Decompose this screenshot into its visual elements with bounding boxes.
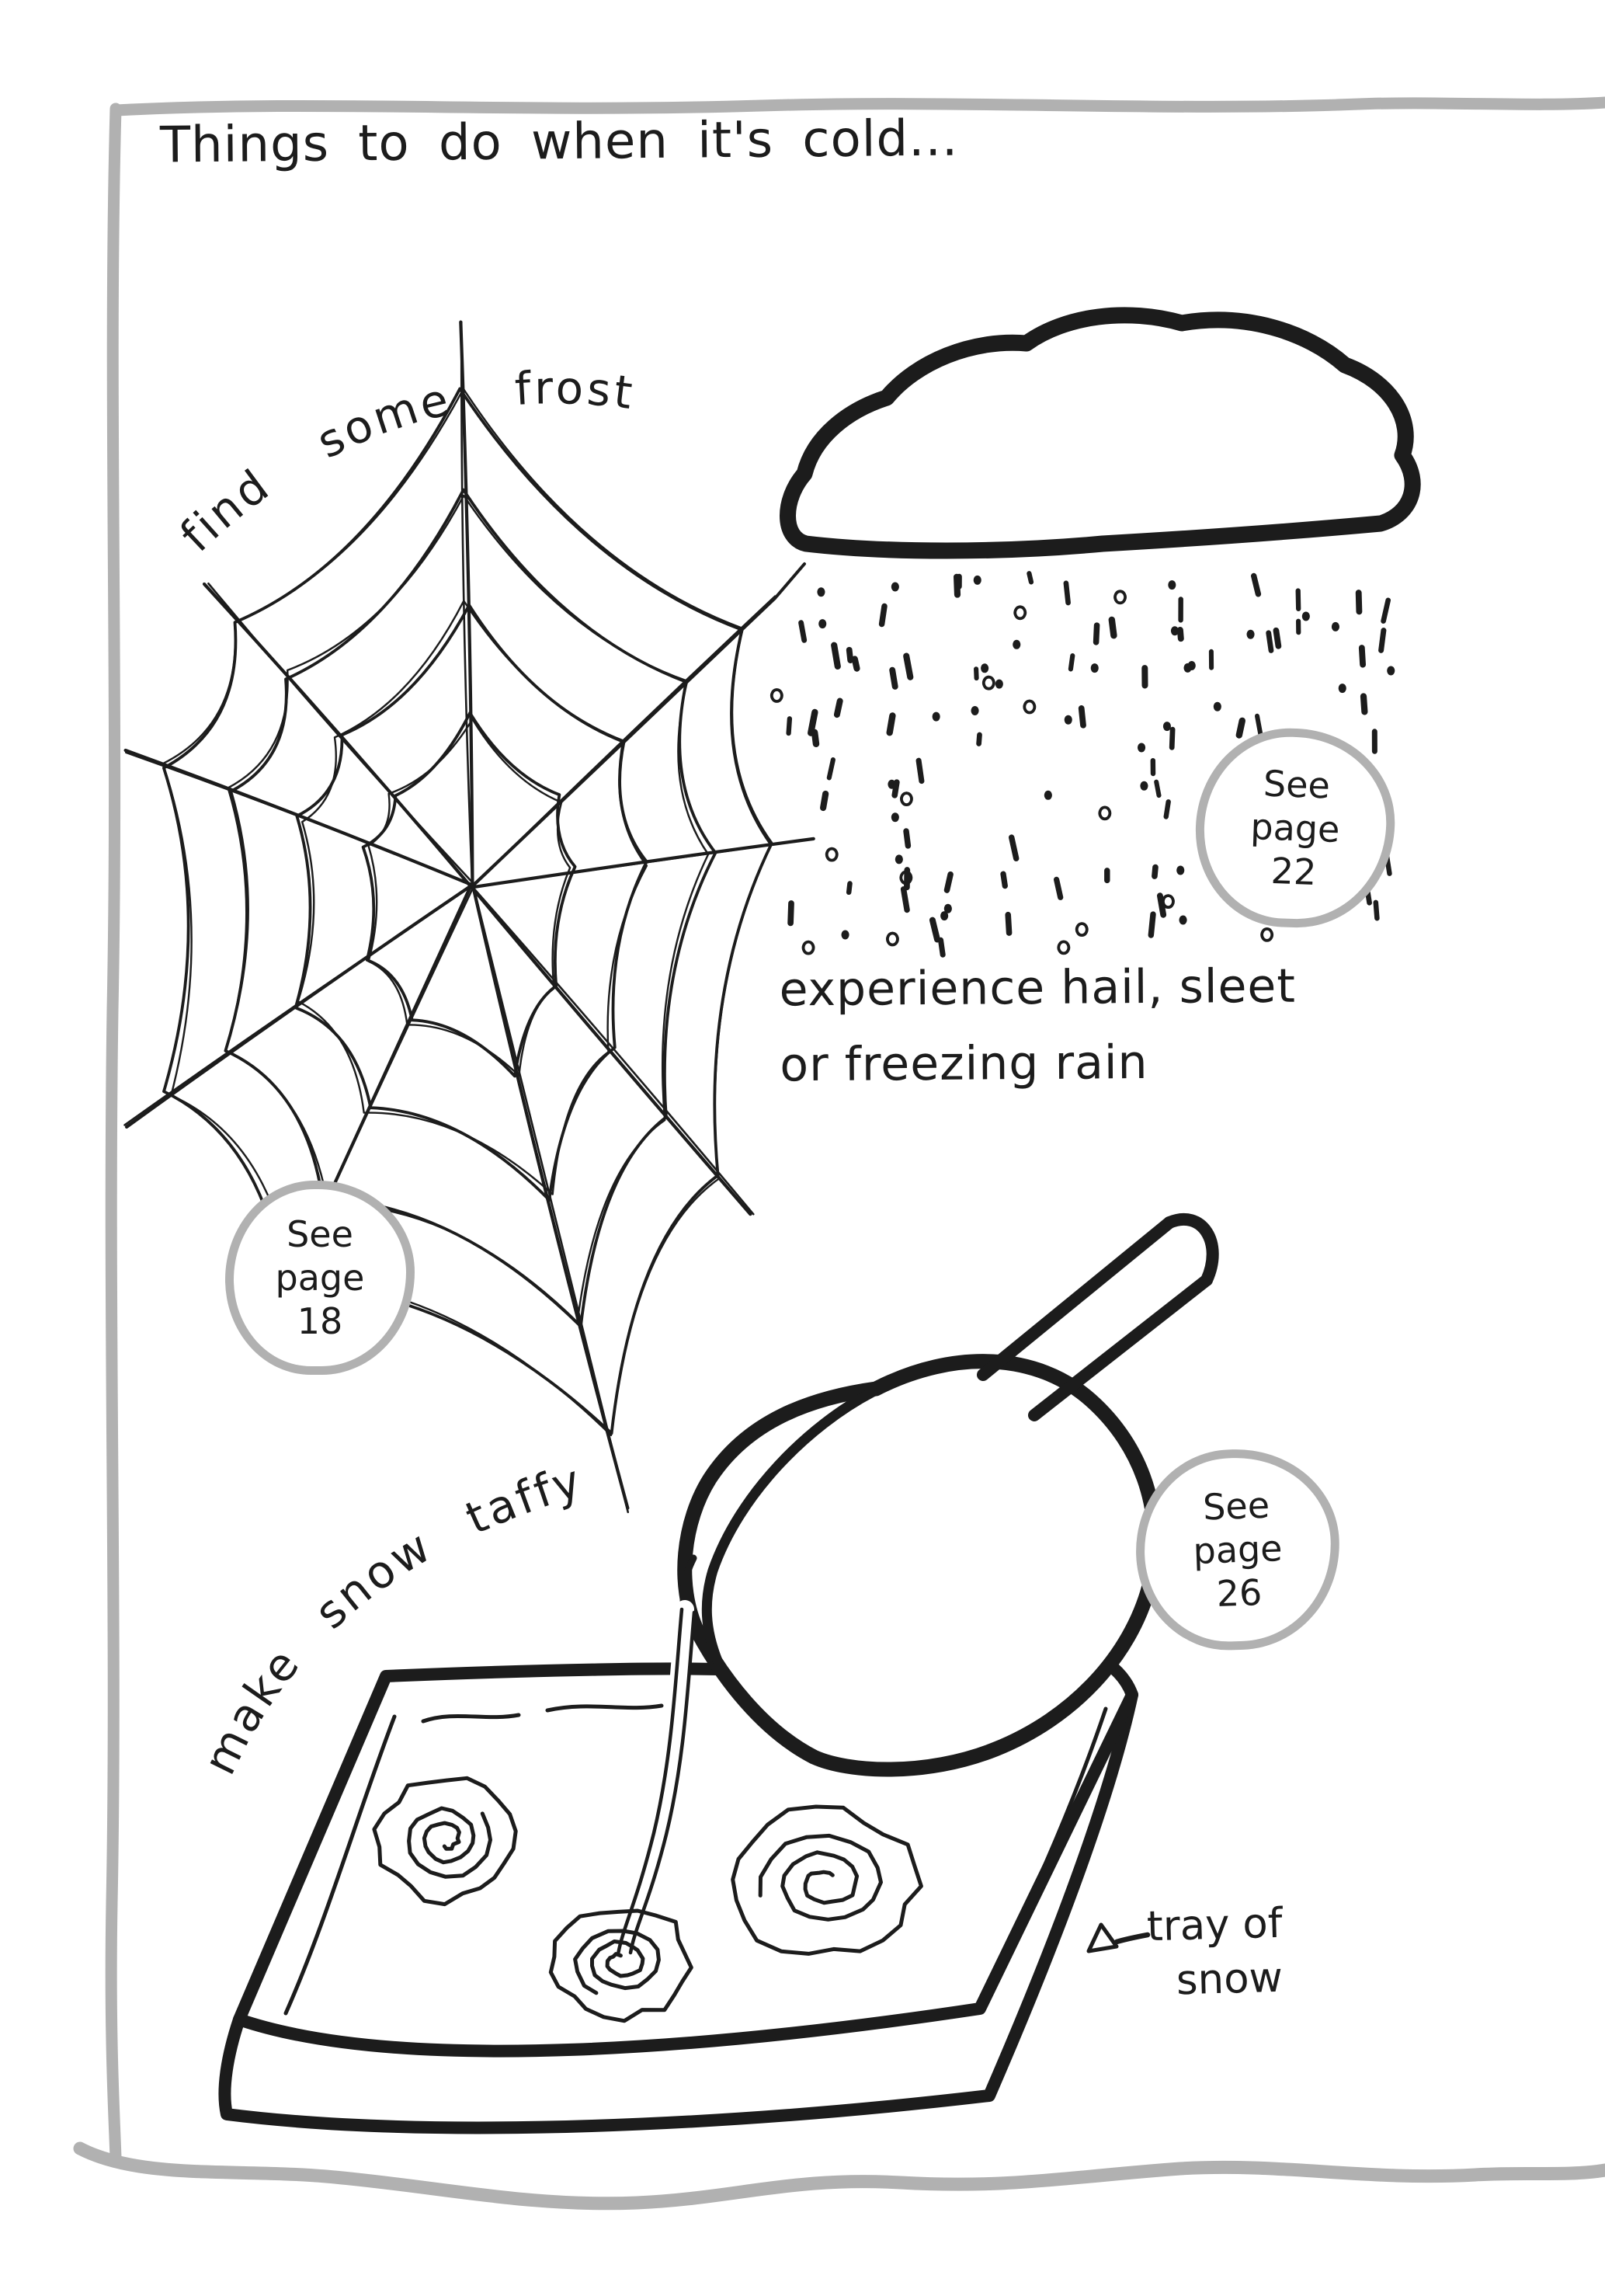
- hail-caption-line2: or freezing rain: [780, 1035, 1148, 1093]
- hail-caption: [779, 949, 1297, 1104]
- annotation-line2: snow: [1176, 1953, 1284, 2005]
- frost-caption: [170, 361, 638, 562]
- taffy-caption-text: make snow taffy: [193, 1453, 589, 1783]
- annotation-arrow: [1089, 1925, 1148, 1951]
- badge-page-number: 18: [297, 1300, 343, 1343]
- badge-page-number: 22: [1270, 850, 1318, 894]
- hail-caption-line1: experience hail, sleet: [779, 958, 1297, 1018]
- page-title: Things to do when it's cold...: [159, 110, 959, 175]
- badge-word: See: [1202, 1484, 1270, 1529]
- badge-word: page: [275, 1256, 365, 1299]
- annotation-line1: tray of: [1146, 1899, 1284, 1951]
- tray-of-snow-annotation: [1146, 1897, 1284, 2009]
- frost-caption-text: find some frost: [169, 361, 638, 562]
- see-page-18-badge: [225, 1181, 415, 1375]
- badge-word: page: [1192, 1526, 1284, 1572]
- badge-word: See: [287, 1212, 353, 1255]
- badge-word: page: [1249, 805, 1341, 851]
- badge-page-number: 26: [1215, 1571, 1263, 1616]
- badge-word: See: [1263, 762, 1331, 807]
- cloud-illustration: [788, 315, 1413, 551]
